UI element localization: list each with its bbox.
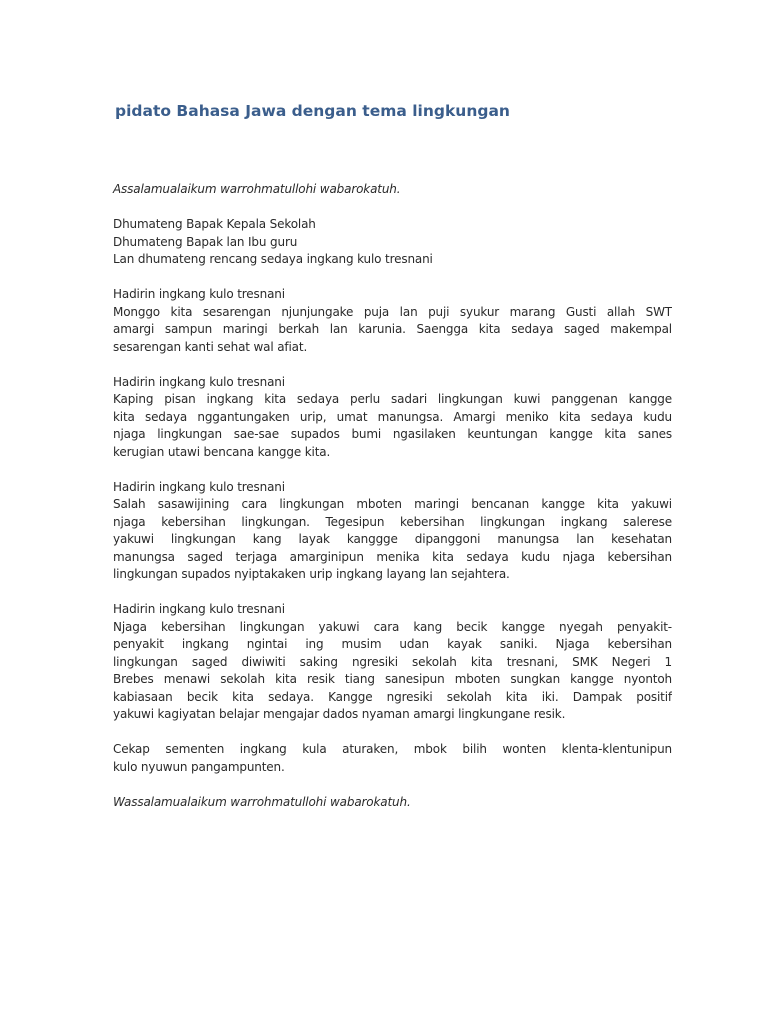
text-line: amargi sampun maringi berkah lan karunia. Saengga kita sedaya saged makempal	[113, 322, 672, 336]
greeting-line: Lan dhumateng rencang sedaya ingkang kulo tresnani	[113, 252, 433, 266]
address-line: Hadirin ingkang kulo tresnani	[113, 374, 285, 389]
greeting-line: Dhumateng Bapak Kepala Sekolah	[113, 217, 316, 231]
text-line: Cekap sementen ingkang kula aturaken, mbok bilih wonten klenta-klentunipun	[113, 742, 672, 756]
text-line: Kaping pisan ingkang kita sedaya perlu sadari lingkungan kuwi panggenan kangge	[113, 392, 672, 406]
greetings	[113, 216, 672, 269]
paragraph-2	[113, 374, 672, 462]
text-line: kita sedaya nggantungaken urip, umat manungsa. Amargi meniko kita sedaya kudu	[113, 409, 672, 424]
greeting-line: Dhumateng Bapak lan Ibu guru	[113, 234, 298, 249]
paragraph-4	[113, 601, 672, 724]
text-line: yakuwi kagiyatan belajar mengajar dados nyaman amargi lingkungane resik.	[113, 707, 566, 721]
text-line: kabiasaan becik kita sedaya. Kangge ngresiki sekolah kita iki. Dampak positif	[113, 689, 672, 704]
text-line: manungsa saged terjaga amarginipun menika kita sedaya kudu njaga kebersihan	[113, 549, 672, 564]
text-line: Njaga kebersihan lingkungan yakuwi cara kang becik kangge nyegah penyakit-	[113, 619, 672, 634]
text-line: njaga lingkungan sae-sae supados bumi ngasilaken keuntungan kangge kita sanes	[113, 427, 672, 441]
speech-body	[113, 181, 672, 811]
closing-salutation: Wassalamualaikum warrohmatullohi wabarokatuh.	[113, 794, 411, 809]
paragraph-1	[113, 286, 672, 356]
text-line: lingkungan saged diwiwiti saking ngresiki sekolah kita tresnani, SMK Negeri 1	[113, 654, 672, 669]
closing-paragraph	[113, 741, 672, 776]
text-line: Salah sasawijining cara lingkungan mboten maringi bencanan kangge kita yakuwi	[113, 497, 672, 511]
text-line: lingkungan supados nyiptakaken urip ingkang layang lan sejahtera.	[113, 567, 510, 581]
address-line: Hadirin ingkang kulo tresnani	[113, 602, 285, 616]
text-line: njaga kebersihan lingkungan. Tegesipun kebersihan lingkungan ingkang salerese	[113, 514, 672, 529]
document-title: pidato Bahasa Jawa dengan tema lingkungan	[115, 102, 510, 120]
text-line: penyakit ingkang ngintai ing musim udan kayak saniki. Njaga kebersihan	[113, 637, 672, 651]
text-line: kulo nyuwun pangampunten.	[113, 759, 285, 774]
opening-salutation: Assalamualaikum warrohmatullohi wabarokatuh.	[113, 182, 401, 196]
address-line: Hadirin ingkang kulo tresnani	[113, 479, 285, 494]
text-line: kerugian utawi bencana kangge kita.	[113, 444, 331, 459]
text-line: Brebes menawi sekolah kita resik tiang sanesipun mboten sungkan kangge nyontoh	[113, 672, 672, 686]
address-line: Hadirin ingkang kulo tresnani	[113, 287, 285, 301]
text-line: Monggo kita sesarengan njunjungake puja lan puji syukur marang Gusti allah SWT	[113, 304, 672, 319]
text-line: sesarengan kanti sehat wal afiat.	[113, 339, 308, 354]
paragraph-3	[113, 479, 672, 584]
text-line: yakuwi lingkungan kang layak kanggge dipanggoni manungsa lan kesehatan	[113, 532, 672, 546]
